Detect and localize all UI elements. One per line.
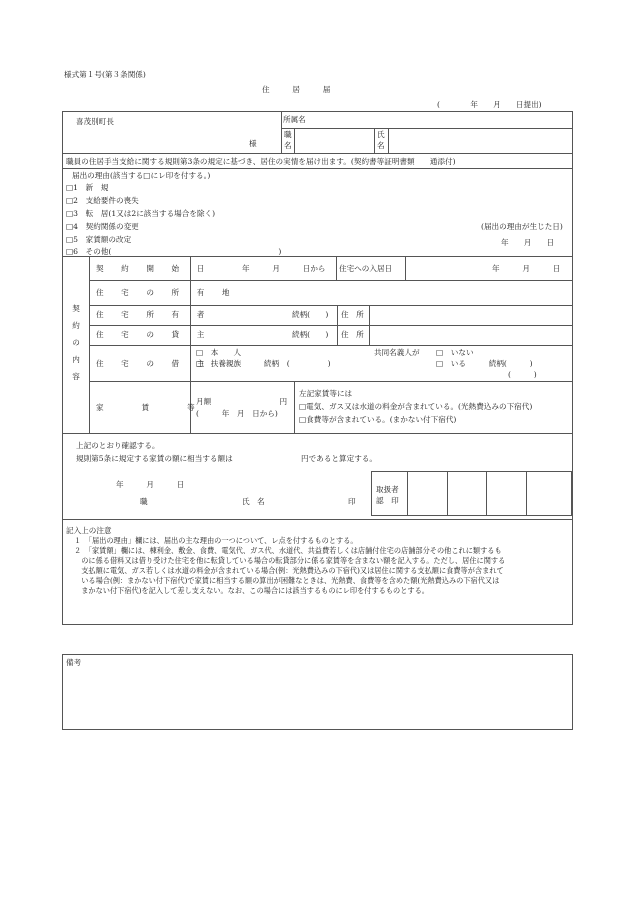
dept-label: 所属名 [283, 115, 306, 124]
confirm-name: 氏 名 [242, 497, 265, 506]
lender-relation[interactable]: 続柄( ) [292, 330, 329, 339]
form-number: 様式第１号(第３条関係) [64, 70, 146, 79]
joint-label: 共同名義人が [374, 348, 420, 357]
confirm-line-1: 上記のとおり確認する。 [76, 441, 160, 450]
included-heading: 左記家賃等には [299, 389, 353, 398]
job-label-2: 名 [284, 141, 292, 150]
start-label: 契 約 開 始 日 [96, 264, 210, 273]
start-date[interactable]: 年 月 日から [242, 264, 326, 273]
move-in-label: 住宅への入居日 [339, 264, 393, 273]
reason-occurred-date[interactable]: 年 月 日 [501, 238, 555, 247]
handler-label-1: 取扱者 [376, 485, 399, 494]
intro-text: 職員の住居手当支給に関する規則第3条の規定に基づき、居住の実情を届け出ます。(契約書等証明書類 通添付) [66, 157, 456, 166]
name-label-1: 氏 [377, 130, 385, 139]
owned-label: 住 宅 の 所 有 地 [96, 288, 235, 297]
lender-label: 住 宅 の 貸 主 [96, 330, 210, 339]
confirm-position: 職 [140, 497, 148, 506]
borrower-self[interactable]: □ 本 人 [196, 348, 242, 357]
owned-field[interactable] [192, 282, 570, 303]
joint-none[interactable]: □ いない [436, 348, 474, 357]
reason-item-5[interactable]: □5 家賃額の改定 [66, 235, 132, 244]
remarks-box[interactable] [62, 654, 573, 730]
name-field[interactable] [390, 130, 570, 151]
notes-line: １ 「届出の理由」欄には、届出の主な理由の一つについて、レ点を付するものとする。 [74, 536, 358, 545]
job-field[interactable] [296, 130, 372, 151]
borrower-dependent[interactable]: □ 扶養親族 続柄 ( ) [196, 359, 331, 368]
included-utilities[interactable]: □電気、ガス又は水道の料金が含まれている。(光熱費込みの下宿代) [299, 402, 533, 411]
joint-exists[interactable]: □ いる 続柄( ) [436, 359, 533, 368]
reason-item-4[interactable]: □4 契約関係の変更 [66, 222, 139, 231]
joint-paren: ( ) [508, 370, 537, 379]
dept-field[interactable] [316, 113, 570, 127]
reason-item-3[interactable]: □3 転 居(1又は2に該当する場合を除く) [66, 209, 216, 218]
confirm-date[interactable]: 年 月 日 [116, 480, 185, 489]
notes-line: まかない付下宿代)を記入して差し支えない。なお、この場合には該当するものにレ印を付するものとする。 [74, 586, 429, 595]
rent-monthly-from[interactable]: ( 年 月 日から) [196, 409, 278, 418]
sama-label: 様 [249, 139, 257, 148]
owner-relation[interactable]: 続柄( ) [292, 310, 329, 319]
owner-label: 住 宅 所 有 者 [96, 310, 210, 319]
form-title: 住 居 届 [262, 85, 331, 94]
notes-line: ２ 「家賃額」欄には、棟利金、敷金、食費、電気代、ガス代、水道代、共益費若しくは店舗付住宅の店舗部分その他これに類するも [74, 546, 502, 555]
notes-line: 支払額に電気、ガス若しくは水道の料金が含まれている場合(例：光熱費込みの下宿代)又は居住に関する支払額に食費等が含まれて [74, 566, 504, 575]
handler-label-2: 認 印 [376, 496, 399, 505]
owner-address-label: 住 所 [341, 310, 364, 319]
rent-monthly[interactable]: 月額 円 [196, 397, 288, 406]
confirm-line-2: 規則第5条に規定する家賃の額に相当する額は 円であると算定する。 [76, 454, 377, 463]
notes-heading: 記入上の注意 [66, 526, 112, 535]
handler-seal-slot-4[interactable] [528, 473, 570, 514]
job-label-1: 職 [284, 130, 292, 139]
reason-item-2[interactable]: □2 支給要件の喪失 [66, 196, 139, 205]
reason-item-6[interactable]: □6 その他( ) [66, 247, 282, 256]
reason-occurred-label: (届出の理由が生じた日) [481, 222, 563, 231]
name-label-2: 名 [377, 141, 385, 150]
handler-seal-slot-1[interactable] [409, 473, 445, 514]
move-in-date[interactable]: 年 月 日 [492, 264, 561, 273]
notes-section [66, 526, 569, 596]
contract-side-label: 契 約 の 内 容 [72, 304, 80, 381]
confirm-seal: 印 [348, 497, 356, 506]
rent-label: 家 賃 等 [96, 403, 195, 412]
notes-line: のに係る借料又は借り受けた住宅を他に転貸している場合の転貸部分に係る家賃等を含まない額を記入する。ただし、居住に関する [74, 556, 506, 565]
submission-date[interactable]: ( 年 月 日提出) [437, 100, 542, 109]
included-meals[interactable]: □食費等が含まれている。(まかない付下宿代) [299, 415, 457, 424]
handler-seal-slot-2[interactable] [449, 473, 484, 514]
remarks-label: 備考 [66, 658, 82, 667]
lender-address-field[interactable] [371, 327, 569, 343]
lender-address-label: 住 所 [341, 330, 364, 339]
borrower-label: 住 宅 の 借 主 [96, 359, 210, 368]
addressee: 喜茂別町長 [76, 117, 114, 126]
reason-item-1[interactable]: □1 新 規 [66, 183, 109, 192]
owner-address-field[interactable] [371, 307, 569, 323]
reason-heading: 届出の理由(該当する□にレ印を付する。) [72, 171, 211, 180]
handler-seal-slot-3[interactable] [488, 473, 524, 514]
notes-line: いる場合(例：まかない付下宿代)で家賃に相当する額の算出が困難なときは、光熱費、食費等を含めた額(光熱費込みの下宿代又は [74, 576, 500, 585]
